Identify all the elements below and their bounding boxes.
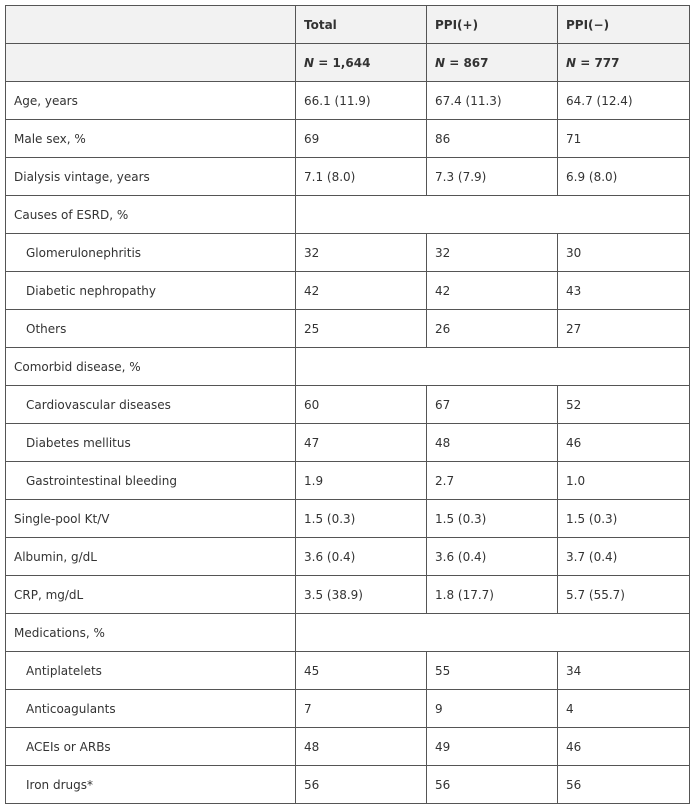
section-spacer [296,196,690,234]
table-container [5,5,690,804]
table-body [6,82,690,804]
table-row [6,538,690,576]
total-value: 1.9 [296,462,427,500]
ppi-positive-value: 1.8 (17.7) [427,576,558,614]
section-row [6,614,690,652]
ppi-negative-value: 4 [558,690,690,728]
total-value: 42 [296,272,427,310]
section-label: Comorbid disease, % [6,348,296,386]
ppi-negative-value: 64.7 (12.4) [558,82,690,120]
n-row [6,44,690,82]
header-row [6,6,690,44]
table-row [6,652,690,690]
ppi-positive-value: 1.5 (0.3) [427,500,558,538]
n-total [296,44,427,82]
ppi-negative-value: 3.7 (0.4) [558,538,690,576]
table-row [6,272,690,310]
row-label: Albumin, g/dL [6,538,296,576]
ppi-negative-value: 1.0 [558,462,690,500]
ppi-positive-value: 56 [427,766,558,804]
row-label: Iron drugs* [6,766,296,804]
section-spacer [296,614,690,652]
ppi-positive-value: 26 [427,310,558,348]
table-row [6,462,690,500]
ppi-negative-value: 1.5 (0.3) [558,500,690,538]
table-row [6,310,690,348]
ppi-positive-value: 55 [427,652,558,690]
ppi-negative-value: 46 [558,728,690,766]
baseline-characteristics-table [5,5,690,804]
ppi-positive-value: 49 [427,728,558,766]
ppi-positive-value: 67.4 (11.3) [427,82,558,120]
table-row [6,120,690,158]
row-label: ACEIs or ARBs [6,728,296,766]
table-row [6,500,690,538]
n-row-empty-cell [6,44,296,82]
row-label: Diabetic nephropathy [6,272,296,310]
n-total-value: = 1,644 [314,55,371,70]
n-ppi-positive-symbol: N [435,55,446,70]
total-value: 1.5 (0.3) [296,500,427,538]
table-row [6,728,690,766]
ppi-positive-value: 9 [427,690,558,728]
ppi-negative-value: 46 [558,424,690,462]
ppi-positive-value: 42 [427,272,558,310]
total-value: 48 [296,728,427,766]
table-row [6,234,690,272]
total-value: 3.5 (38.9) [296,576,427,614]
row-label: Anticoagulants [6,690,296,728]
ppi-negative-value: 5.7 (55.7) [558,576,690,614]
total-value: 25 [296,310,427,348]
row-label: Dialysis vintage, years [6,158,296,196]
total-value: 69 [296,120,427,158]
header-ppi-negative: PPI(−) [558,6,690,44]
row-label: Single-pool Kt/V [6,500,296,538]
table-row [6,82,690,120]
ppi-positive-value: 48 [427,424,558,462]
table-header [6,6,690,82]
ppi-negative-value: 30 [558,234,690,272]
total-value: 3.6 (0.4) [296,538,427,576]
ppi-negative-value: 34 [558,652,690,690]
ppi-positive-value: 67 [427,386,558,424]
total-value: 7 [296,690,427,728]
table-row [6,690,690,728]
section-label: Medications, % [6,614,296,652]
ppi-negative-value: 27 [558,310,690,348]
total-value: 45 [296,652,427,690]
total-value: 47 [296,424,427,462]
row-label: Diabetes mellitus [6,424,296,462]
ppi-negative-value: 6.9 (8.0) [558,158,690,196]
total-value: 32 [296,234,427,272]
n-ppi-positive-value: = 867 [445,55,489,70]
row-label: Age, years [6,82,296,120]
section-row [6,348,690,386]
row-label: CRP, mg/dL [6,576,296,614]
n-ppi-negative-value: = 777 [576,55,620,70]
section-spacer [296,348,690,386]
ppi-positive-value: 7.3 (7.9) [427,158,558,196]
total-value: 56 [296,766,427,804]
table-row [6,766,690,804]
ppi-positive-value: 32 [427,234,558,272]
total-value: 60 [296,386,427,424]
row-label: Gastrointestinal bleeding [6,462,296,500]
ppi-negative-value: 71 [558,120,690,158]
header-empty-cell [6,6,296,44]
table-row [6,158,690,196]
row-label: Others [6,310,296,348]
ppi-positive-value: 86 [427,120,558,158]
total-value: 7.1 (8.0) [296,158,427,196]
total-value: 66.1 (11.9) [296,82,427,120]
row-label: Glomerulonephritis [6,234,296,272]
ppi-negative-value: 56 [558,766,690,804]
ppi-positive-value: 3.6 (0.4) [427,538,558,576]
row-label: Male sex, % [6,120,296,158]
header-ppi-positive: PPI(+) [427,6,558,44]
table-row [6,424,690,462]
table-row [6,576,690,614]
row-label: Cardiovascular diseases [6,386,296,424]
section-label: Causes of ESRD, % [6,196,296,234]
n-ppi-negative-symbol: N [566,55,577,70]
table-row [6,386,690,424]
n-ppi-positive [427,44,558,82]
row-label: Antiplatelets [6,652,296,690]
section-row [6,196,690,234]
n-ppi-negative [558,44,690,82]
ppi-negative-value: 43 [558,272,690,310]
header-total: Total [296,6,427,44]
ppi-negative-value: 52 [558,386,690,424]
n-total-symbol: N [304,55,315,70]
ppi-positive-value: 2.7 [427,462,558,500]
